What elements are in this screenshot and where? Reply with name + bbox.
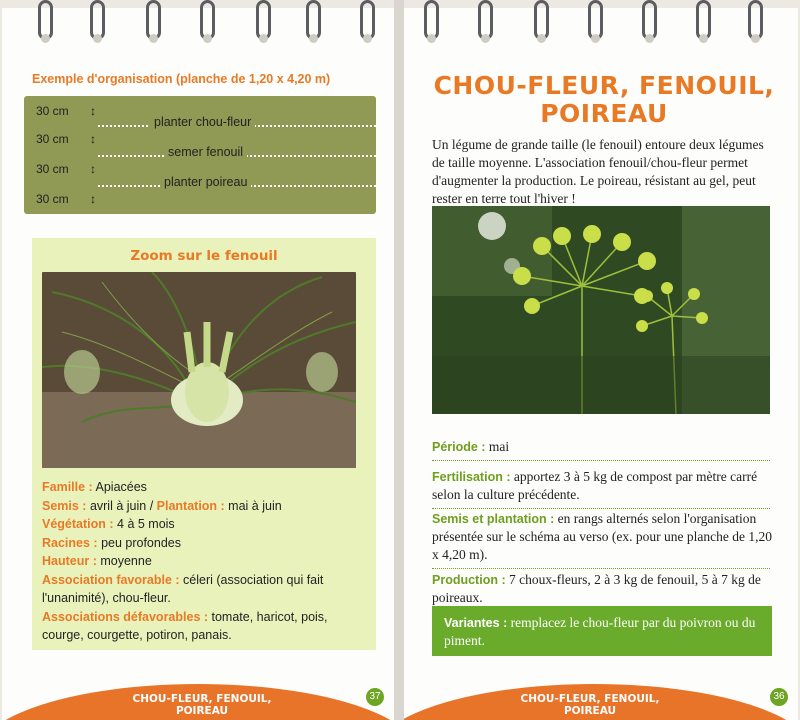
scheme-line — [24, 176, 376, 192]
right-page — [404, 8, 798, 720]
double-arrow-icon: ↕ — [90, 162, 96, 176]
fact-hauteur: Hauteur : moyenne — [42, 554, 152, 568]
organisation-title: Exemple d'organisation (planche de 1,20 x 4,20 m) — [32, 72, 331, 86]
semis-section: Semis et plantation : en rangs alternés selon l'organisation présentée sur le schéma au verso (ex. pour une planche de 1,20 x 4,20 m). — [432, 511, 772, 562]
planting-scheme — [24, 96, 376, 214]
divider — [432, 508, 770, 509]
fact-list — [42, 478, 368, 645]
scheme-label: planter chou-fleur — [150, 115, 255, 129]
scheme-row — [24, 192, 376, 208]
scheme-spacing: 30 cm — [36, 132, 69, 146]
page-title: CHOU-FLEUR, FENOUIL, POIREAU — [433, 71, 775, 128]
scheme-spacing: 30 cm — [36, 192, 69, 206]
production-section: Production : 7 choux-fleurs, 2 à 3 kg de fenouil, 5 à 7 kg de poireaux. — [432, 572, 761, 605]
intro-paragraph: Un légume de grande taille (le fenouil) entoure deux légumes de taille moyenne. L'association fenouil/chou-fleur permet d'augmenter la production. Le poireau, résistant au gel, peut rester en terre tout l'hiver ! — [432, 137, 764, 206]
page-number: 36 — [770, 688, 788, 706]
divider — [432, 460, 770, 461]
double-arrow-icon: ↕ — [90, 132, 96, 146]
scheme-line — [24, 146, 376, 162]
scheme-spacing: 30 cm — [36, 104, 69, 118]
scheme-label: semer fenouil — [164, 145, 247, 159]
periode-section: Période : mai — [432, 439, 510, 454]
variantes-box: Variantes : remplacez le chou-fleur par du poivron ou du piment. — [432, 606, 772, 656]
fact-associations-defavorables: Associations défavorables : tomate, haricot, pois, courge, courgette, potiron, panais. — [42, 609, 328, 642]
fact-famille: Famille : Apiacées — [42, 480, 147, 494]
fact-association-favorable: Association favorable : céleri (association qui fait l'unanimité), chou-fleur. — [42, 572, 324, 605]
fact-racines: Racines : peu profondes — [42, 535, 181, 550]
page-number: 37 — [366, 688, 384, 706]
double-arrow-icon: ↕ — [90, 104, 96, 118]
fertilisation-section: Fertilisation : apportez 3 à 5 kg de compost par mètre carré selon la culture précédente. — [432, 469, 758, 502]
left-page — [2, 8, 394, 720]
divider — [432, 568, 770, 569]
scheme-line — [24, 116, 376, 132]
book-gutter — [394, 0, 404, 720]
zoom-box — [32, 238, 376, 650]
double-arrow-icon: ↕ — [90, 192, 96, 206]
scheme-spacing: 30 cm — [36, 162, 69, 176]
zoom-title: Zoom sur le fenouil — [130, 248, 278, 264]
footer-title: CHOU-FLEUR, FENOUIL, POIREAU — [132, 693, 272, 717]
footer-title: CHOU-FLEUR, FENOUIL, POIREAU — [520, 693, 660, 717]
spiral-binding — [0, 0, 800, 44]
fact-semis: Semis : avril à juin / Plantation : mai à juin — [42, 498, 282, 513]
scheme-label: planter poireau — [160, 175, 251, 189]
fennel-photo — [42, 272, 356, 468]
fennel-flower-photo — [432, 206, 770, 414]
fact-vegetation: Végétation : 4 à 5 mois — [42, 517, 175, 531]
